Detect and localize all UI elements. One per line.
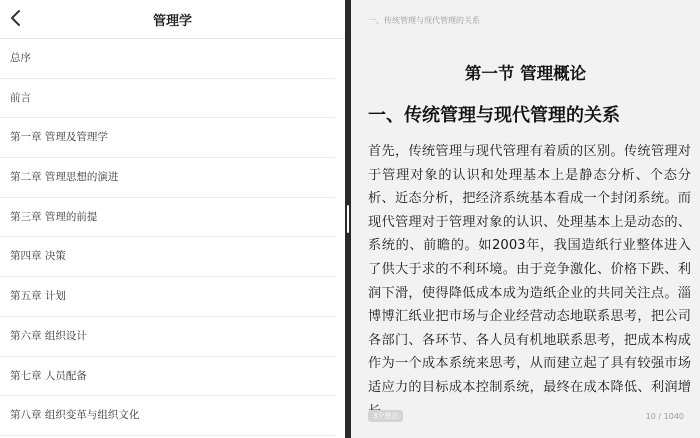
book-title: 管理学	[152, 14, 192, 29]
page-indicator: 10 / 1040	[645, 412, 684, 421]
toc-item-chapter-6[interactable]: 第六章 组织设计	[0, 317, 335, 357]
notes-badge[interactable]: 3个想法	[368, 410, 403, 422]
toc-item-chapter-4[interactable]: 第四章 决策	[0, 237, 335, 277]
section-title: 第一节 管理概论	[464, 64, 587, 83]
toc-item-chapter-7[interactable]: 第七章 人员配备	[0, 357, 335, 397]
running-header: 一、传统管理与现代管理的关系	[368, 16, 480, 25]
body-paragraph: 首先，传统管理与现代管理有着质的区别。传统管理对于管理对象的认识和处理基本上是静态分析、个态分析、近态分析，把经济系统基本看成一个封闭系统。而现代管理对于管理对象的认识、处理基本上是动态的、系统的、前瞻的。如2003年，我国造纸行业整体进入了供大于求的不利环境。由于竞争激化、价格下跌、利润下滑，使得降低成本成为造纸企业的共同关注点。淄博博汇纸业把市场与企业经营动态地联系思考，把公司各部门、各环节、各人员有机地联系思考，把成本构成作为一个成本系统来思考，从而建立起了具有较强市场适应力的目标成本控制系统，最终在成本降低、利润增	[368, 144, 691, 395]
reader-panel[interactable]	[351, 0, 700, 438]
toc-item-chapter-2[interactable]: 第二章 管理思想的演进	[0, 158, 335, 198]
toc-header	[0, 0, 345, 39]
toc-item-chapter-5[interactable]: 第五章 计划	[0, 277, 335, 317]
toc-item-preface[interactable]: 前言	[0, 79, 335, 119]
toc-item-foreword[interactable]: 总序	[0, 39, 335, 79]
toc-item-chapter-3[interactable]: 第三章 管理的前提	[0, 198, 335, 238]
toc-item-chapter-1[interactable]: 第一章 管理及管理学	[0, 118, 335, 158]
split-drag-handle[interactable]	[347, 205, 349, 233]
toc-item-chapter-8[interactable]: 第八章 组织变革与组织文化	[0, 396, 335, 436]
section-heading: 一、传统管理与现代管理的关系	[368, 105, 620, 126]
toc-list	[0, 39, 345, 436]
toc-panel	[0, 0, 345, 438]
